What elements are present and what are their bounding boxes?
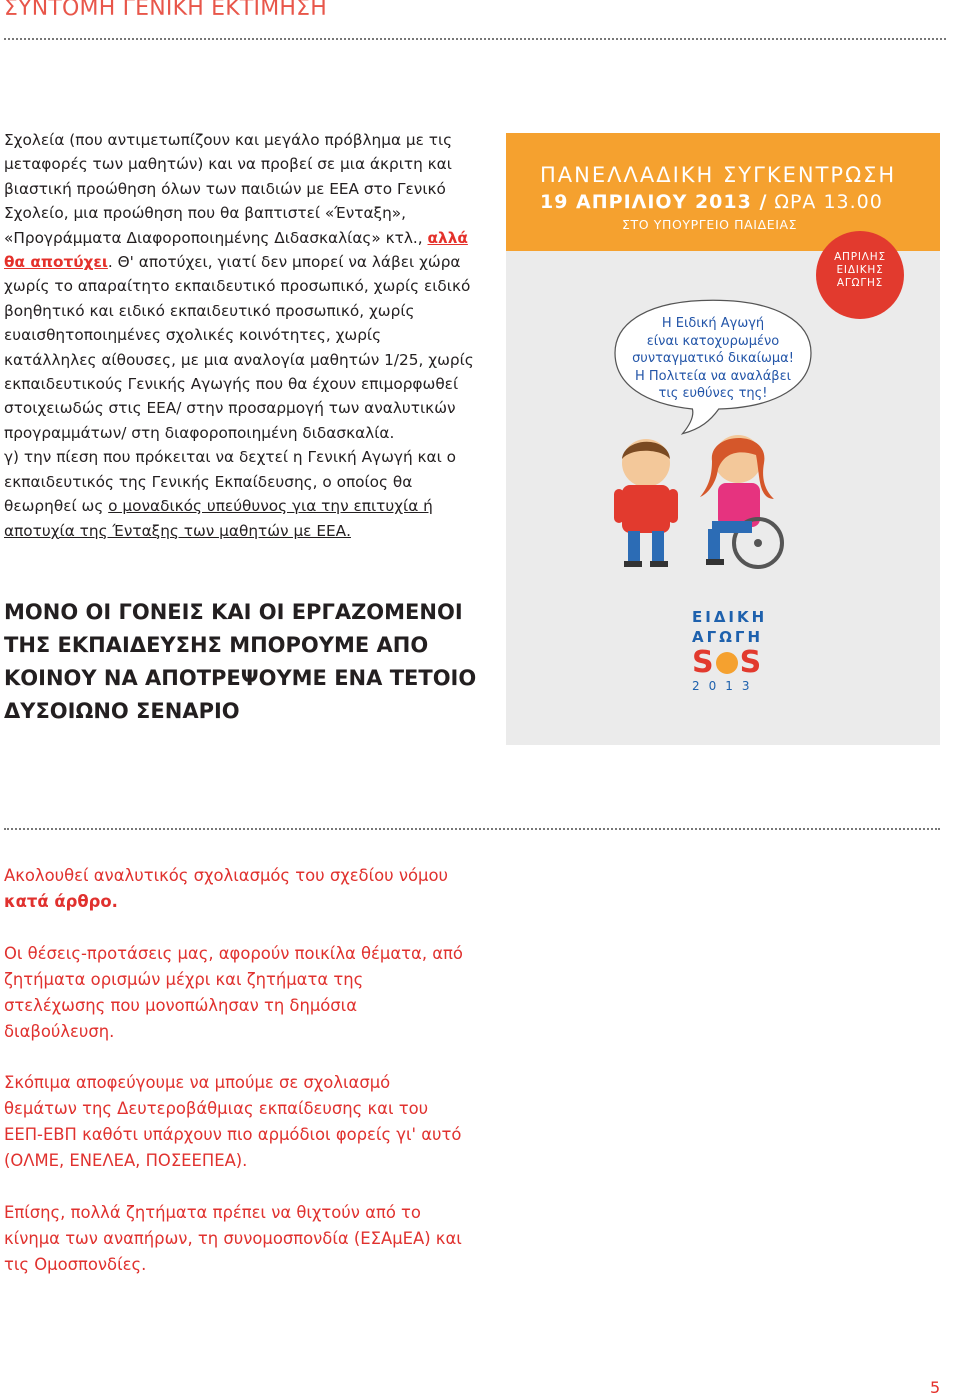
badge-line: ΑΓΩΓΗΣ <box>836 277 884 289</box>
children-illustration <box>588 425 808 575</box>
poster-title: ΠΑΝΕΛΛΑΔΙΚΗ ΣΥΓΚΕΝΤΡΩΣΗ <box>540 163 897 187</box>
poster-date <box>540 191 883 213</box>
logo-s-left: S <box>692 645 714 680</box>
logo-circle-icon <box>716 652 738 674</box>
bubble-line: Η Πολιτεία να αναλάβει <box>634 368 792 384</box>
call-to-action-heading: ΜΟΝΟ ΟΙ ΓΟΝΕΙΣ ΚΑΙ ΟΙ ΕΡΓΑΖΟΜΕΝΟΙ ΤΗΣ ΕΚΠΑΙΔΕΥΣΗΣ ΜΠΟΡΟΥΜΕ ΑΠΟ ΚΟΙΝΟΥ ΝΑ ΑΠΟΤΡΕΨΟΥΜΕ ΕΝΑ ΤΕΤΟΙΟ ΔΥΣΟΙΩΝΟ ΣΕΝΑΡΙΟ <box>4 600 477 723</box>
poster-time-text: ΩΡΑ 13.00 <box>767 191 883 213</box>
page-number: 5 <box>930 1378 941 1397</box>
paragraph-text: Ακολουθεί αναλυτικός σχολιασμός του σχεδίου νόμου <box>4 866 448 885</box>
bubble-line: συνταγματικό δικαίωμα! <box>632 351 794 366</box>
paragraph-text: Σχολεία (που αντιμετωπίζουν και μεγάλο πρόβλημα με τις μεταφορές των μαθητών) και να προβεί σε μια άκριτη και βιαστική προώθηση όλων των παιδιών με ΕΕΑ στο Γενικό Σχολείο, μια προώθηση που θα βαπτιστεί «Ένταξη», «Προγράμματα Διαφοροποιημένης Διδασκαλίας» κτλ., <box>4 131 453 247</box>
logo-sos <box>692 647 772 679</box>
bubble-line: Η Ειδική Αγωγή <box>661 316 765 331</box>
section-title: ΣΥΝΤΟΜΗ ΓΕΝΙΚΗ ΕΚΤΙΜΗΣΗ <box>4 0 327 21</box>
logo-line-1: ΕΙΔΙΚΗ <box>692 608 768 626</box>
lower-paragraph-1 <box>4 863 464 915</box>
lower-paragraph-2: Οι θέσεις-προτάσεις μας, αφορούν ποικίλα θέματα, από ζητήματα ορισμών μέχρι και ζητήματα της στελέχωσης που μονοπώλησαν τη δημόσια διαβούλευση. <box>4 944 463 1041</box>
protest-poster <box>506 133 940 745</box>
logo-s-right: S <box>739 645 762 680</box>
main-paragraph <box>4 128 474 543</box>
badge-line: ΑΠΡΙΛΗΣ <box>834 251 886 263</box>
header-divider <box>4 38 946 40</box>
poster-date-text: 19 ΑΠΡΙΛΙΟΥ 2013 / <box>540 191 768 213</box>
section-divider <box>4 828 940 830</box>
paragraph-text: γ) την πίεση που πρόκειται να δεχτεί η Γενική Αγωγή και ο εκπαιδευτικός της Γενικής Εκπαίδευσης, ο οποίος θα θεωρηθεί ως <box>4 448 456 516</box>
paragraph-text: . Θ' αποτύχει, γιατί δεν μπορεί να λάβει χώρα χωρίς το απαραίτητο εκπαιδευτικό προσωπικό, χωρίς ειδικό βοηθητικό και ειδικό εκπαιδευτικό προσωπικό, χωρίς ευαισθητοποιημένες σχολικές κοινότητες, χωρίς κατάλληλες αίθουσες, με μια αναλογία μαθητών 1/25, χωρίς εκπαιδευτικούς Γενικής Αγωγής που θα έχουν επιμορφωθεί στοιχειωδώς στις ΕΕΑ/ στην προσαρμογή των αναλυτικών προγραμμάτων/ στη διαφοροποιημένη διδασκαλία. <box>4 253 474 442</box>
lower-paragraph-4: Επίσης, πολλά ζητήματα πρέπει να θιχτούν από το κίνημα των αναπήρων, τη συνομοσπονδία (ΕΣΑμΕΑ) και τις Ομοσπονδίες. <box>4 1203 462 1274</box>
underlined-text: ο μοναδικός υπεύθυνος για την επιτυχία ή αποτυχία της Ένταξης των μαθητών με ΕΕΑ. <box>4 497 433 540</box>
bubble-line: τις ευθύνες της! <box>658 386 768 401</box>
highlight-text: αλλά θα αποτύχει <box>4 228 468 272</box>
lower-paragraph-3: Σκόπιμα αποφεύγουμε να μπούμε σε σχολιασμό θεμάτων της Δευτεροβάθμιας εκπαίδευσης και του ΕΕΠ-ΕΒΠ καθότι υπάρχουν πιο αρμόδιοι φορείς γι' αυτό (ΟΛΜΕ, ΕΝΕΛΕΑ, ΠΟΣΕΕΠΕΑ). <box>4 1073 462 1170</box>
logo-line-2: ΑΓΩΓΗ <box>692 628 764 646</box>
bold-text: κατά άρθρο. <box>4 892 118 911</box>
logo-year: 2013 <box>692 679 759 693</box>
poster-location: ΣΤΟ ΥΠΟΥΡΓΕΙΟ ΠΑΙΔΕΙΑΣ <box>622 217 798 232</box>
sos-logo <box>692 607 772 693</box>
bubble-line: είναι κατοχυρωμένο <box>646 333 780 349</box>
bubble-text <box>590 315 836 403</box>
badge-line: ΕΙΔΙΚΗΣ <box>836 264 884 276</box>
